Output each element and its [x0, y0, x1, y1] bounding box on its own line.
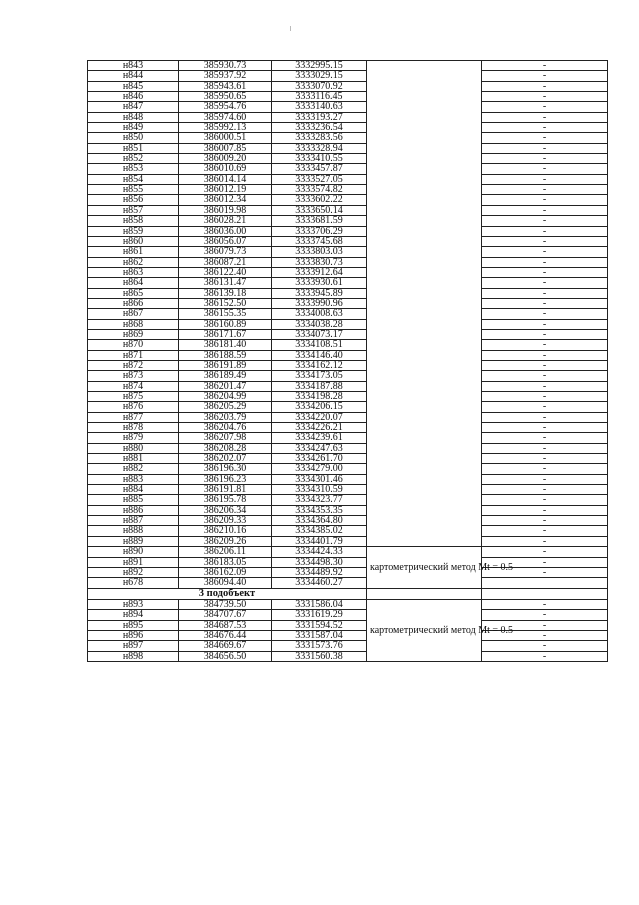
method-cell: картометрический метод Mt = 0.5	[367, 600, 482, 662]
y-coordinate-cell: 3334247.63	[272, 443, 367, 453]
y-coordinate-cell: 3333574.82	[272, 185, 367, 195]
table-row	[88, 309, 608, 319]
point-id-cell: н856	[88, 195, 179, 205]
table-row	[88, 185, 608, 195]
y-coordinate-cell: 3333527.05	[272, 174, 367, 184]
table-row	[88, 267, 608, 277]
y-coordinate-cell: 3334460.27	[272, 578, 367, 588]
error-cell: -	[482, 174, 608, 184]
y-coordinate-cell: 3334239.61	[272, 433, 367, 443]
error-cell: -	[482, 620, 608, 630]
point-id-cell: н865	[88, 288, 179, 298]
error-cell: -	[482, 329, 608, 339]
x-coordinate-cell: 384669.67	[179, 641, 272, 651]
table-row	[88, 123, 608, 133]
table-row	[88, 651, 608, 661]
error-cell: -	[482, 309, 608, 319]
y-coordinate-cell: 3334146.40	[272, 350, 367, 360]
error-cell: -	[482, 392, 608, 402]
y-coordinate-cell: 3333912.64	[272, 267, 367, 277]
point-id-cell: н843	[88, 61, 179, 71]
y-coordinate-cell: 3334424.33	[272, 547, 367, 557]
table-row	[88, 620, 608, 630]
x-coordinate-cell: 386012.34	[179, 195, 272, 205]
x-coordinate-cell: 386028.21	[179, 216, 272, 226]
y-coordinate-cell: 3331619.29	[272, 610, 367, 620]
error-cell: -	[482, 651, 608, 661]
point-id-cell: н844	[88, 71, 179, 81]
y-coordinate-cell: 3334038.28	[272, 319, 367, 329]
point-id-cell: н862	[88, 257, 179, 267]
error-cell: -	[482, 526, 608, 536]
error-cell: -	[482, 423, 608, 433]
x-coordinate-cell: 386036.00	[179, 226, 272, 236]
point-id-cell: н894	[88, 610, 179, 620]
page-scan-mark	[290, 26, 291, 31]
table-row	[88, 505, 608, 515]
table-row	[88, 433, 608, 443]
y-coordinate-cell: 3333650.14	[272, 205, 367, 215]
x-coordinate-cell: 386009.20	[179, 154, 272, 164]
error-cell: -	[482, 443, 608, 453]
y-coordinate-cell: 3333706.29	[272, 226, 367, 236]
method-cell: картометрический метод Mt = 0.5	[367, 547, 482, 588]
error-cell: -	[482, 298, 608, 308]
y-coordinate-cell: 3333990.96	[272, 298, 367, 308]
point-id-cell: н854	[88, 174, 179, 184]
point-id-cell: н897	[88, 641, 179, 651]
table-row	[88, 443, 608, 453]
point-id-cell: н886	[88, 505, 179, 515]
table-row	[88, 485, 608, 495]
error-cell: -	[482, 631, 608, 641]
y-coordinate-cell: 3331586.04	[272, 600, 367, 610]
x-coordinate-cell: 386196.30	[179, 464, 272, 474]
x-coordinate-cell: 385974.60	[179, 112, 272, 122]
point-id-cell: н848	[88, 112, 179, 122]
error-cell: -	[482, 247, 608, 257]
error-cell: -	[482, 288, 608, 298]
table-row	[88, 143, 608, 153]
table-row	[88, 474, 608, 484]
point-id-cell: н873	[88, 371, 179, 381]
point-id-cell: н888	[88, 526, 179, 536]
point-id-cell: н883	[88, 474, 179, 484]
x-coordinate-cell: 386155.35	[179, 309, 272, 319]
y-coordinate-cell: 3333602.22	[272, 195, 367, 205]
x-coordinate-cell: 386191.89	[179, 360, 272, 370]
point-id-cell: н872	[88, 360, 179, 370]
x-coordinate-cell: 386000.51	[179, 133, 272, 143]
table-row	[88, 226, 608, 236]
y-coordinate-cell: 3333236.54	[272, 123, 367, 133]
y-coordinate-cell: 3333328.94	[272, 143, 367, 153]
error-cell: -	[482, 485, 608, 495]
table-row	[88, 557, 608, 567]
x-coordinate-cell: 384707.67	[179, 610, 272, 620]
error-cell: -	[482, 547, 608, 557]
table-row	[88, 536, 608, 546]
error-cell: -	[482, 185, 608, 195]
y-coordinate-cell: 3333945.89	[272, 288, 367, 298]
x-coordinate-cell: 386205.29	[179, 402, 272, 412]
point-id-cell: н881	[88, 454, 179, 464]
x-coordinate-cell: 386171.67	[179, 329, 272, 339]
error-cell: -	[482, 536, 608, 546]
y-coordinate-cell: 3334489.92	[272, 567, 367, 577]
x-coordinate-cell: 385950.65	[179, 92, 272, 102]
error-cell: -	[482, 164, 608, 174]
error-cell: -	[482, 216, 608, 226]
error-cell: -	[482, 133, 608, 143]
x-coordinate-cell: 386131.47	[179, 278, 272, 288]
x-coordinate-cell: 386196.23	[179, 474, 272, 484]
point-id-cell: н850	[88, 133, 179, 143]
error-cell: -	[482, 81, 608, 91]
point-id-cell: н876	[88, 402, 179, 412]
y-coordinate-cell: 3334385.02	[272, 526, 367, 536]
point-id-cell: н859	[88, 226, 179, 236]
point-id-cell: н869	[88, 329, 179, 339]
point-id-cell: н858	[88, 216, 179, 226]
table-row	[88, 164, 608, 174]
error-cell: -	[482, 641, 608, 651]
x-coordinate-cell: 386210.16	[179, 526, 272, 536]
y-coordinate-cell: 3331560.38	[272, 651, 367, 661]
x-coordinate-cell: 386014.14	[179, 174, 272, 184]
table-row	[88, 631, 608, 641]
y-coordinate-cell: 3331573.76	[272, 641, 367, 651]
error-cell: -	[482, 92, 608, 102]
x-coordinate-cell: 386087.21	[179, 257, 272, 267]
y-coordinate-cell: 3333803.03	[272, 247, 367, 257]
point-id-cell: н875	[88, 392, 179, 402]
point-id-cell: н892	[88, 567, 179, 577]
table-row	[88, 257, 608, 267]
y-coordinate-cell: 3331594.52	[272, 620, 367, 630]
point-id-cell: н874	[88, 381, 179, 391]
point-id-cell: н845	[88, 81, 179, 91]
table-row	[88, 381, 608, 391]
y-coordinate-cell: 3333745.68	[272, 236, 367, 246]
table-row	[88, 174, 608, 184]
table-row	[88, 412, 608, 422]
error-cell: -	[482, 205, 608, 215]
x-coordinate-cell: 386010.69	[179, 164, 272, 174]
error-cell: -	[482, 600, 608, 610]
table-row	[88, 454, 608, 464]
error-cell: -	[482, 278, 608, 288]
table-row	[88, 360, 608, 370]
error-cell: -	[482, 495, 608, 505]
table-row	[88, 423, 608, 433]
x-coordinate-cell: 386195.78	[179, 495, 272, 505]
y-coordinate-cell: 3333410.55	[272, 154, 367, 164]
y-coordinate-cell: 3334261.70	[272, 454, 367, 464]
error-cell: -	[482, 474, 608, 484]
error-cell: -	[482, 61, 608, 71]
table-row	[88, 102, 608, 112]
point-id-cell: н852	[88, 154, 179, 164]
point-id-cell: н847	[88, 102, 179, 112]
table-row	[88, 92, 608, 102]
x-coordinate-cell: 386203.79	[179, 412, 272, 422]
x-coordinate-cell: 384656.50	[179, 651, 272, 661]
point-id-cell: н867	[88, 309, 179, 319]
error-cell: -	[482, 360, 608, 370]
y-coordinate-cell: 3334353.35	[272, 505, 367, 515]
table-row	[88, 578, 608, 588]
point-id-cell: н879	[88, 433, 179, 443]
error-cell: -	[482, 102, 608, 112]
point-id-cell: н678	[88, 578, 179, 588]
error-cell: -	[482, 195, 608, 205]
error-cell: -	[482, 412, 608, 422]
table-row	[88, 216, 608, 226]
table-row	[88, 278, 608, 288]
y-coordinate-cell: 3331587.04	[272, 631, 367, 641]
y-coordinate-cell: 3333283.56	[272, 133, 367, 143]
x-coordinate-cell: 386204.76	[179, 423, 272, 433]
table-row	[88, 464, 608, 474]
x-coordinate-cell: 385992.13	[179, 123, 272, 133]
point-id-cell: н895	[88, 620, 179, 630]
x-coordinate-cell: 386188.59	[179, 350, 272, 360]
y-coordinate-cell: 3333140.63	[272, 102, 367, 112]
table-row	[88, 112, 608, 122]
y-coordinate-cell: 3334323.77	[272, 495, 367, 505]
error-cell: -	[482, 464, 608, 474]
point-id-cell: н870	[88, 340, 179, 350]
table-row	[88, 526, 608, 536]
table-row	[88, 547, 608, 557]
x-coordinate-cell: 386007.85	[179, 143, 272, 153]
point-id-cell: н891	[88, 557, 179, 567]
point-id-cell: н846	[88, 92, 179, 102]
error-cell	[482, 578, 608, 588]
y-coordinate-cell: 3334206.15	[272, 402, 367, 412]
x-coordinate-cell: 386209.26	[179, 536, 272, 546]
table-row	[88, 236, 608, 246]
section-blank	[367, 588, 482, 600]
x-coordinate-cell: 386162.09	[179, 567, 272, 577]
table-row	[88, 61, 608, 71]
table-row	[88, 195, 608, 205]
x-coordinate-cell: 386208.28	[179, 443, 272, 453]
y-coordinate-cell: 3334108.51	[272, 340, 367, 350]
table-row	[88, 319, 608, 329]
x-coordinate-cell: 386139.18	[179, 288, 272, 298]
table-row	[88, 71, 608, 81]
table-row	[88, 205, 608, 215]
x-coordinate-cell: 386012.19	[179, 185, 272, 195]
y-coordinate-cell: 3333070.92	[272, 81, 367, 91]
point-id-cell: н882	[88, 464, 179, 474]
x-coordinate-cell: 385930.73	[179, 61, 272, 71]
coordinates-table-body	[88, 61, 608, 662]
y-coordinate-cell: 3334162.12	[272, 360, 367, 370]
error-cell: -	[482, 154, 608, 164]
x-coordinate-cell: 386201.47	[179, 381, 272, 391]
table-row	[88, 133, 608, 143]
section-title: 3 подобъект	[88, 588, 367, 600]
x-coordinate-cell: 386207.98	[179, 433, 272, 443]
point-id-cell: н863	[88, 267, 179, 277]
error-cell: -	[482, 505, 608, 515]
x-coordinate-cell: 386019.98	[179, 205, 272, 215]
point-id-cell: н857	[88, 205, 179, 215]
error-cell: -	[482, 402, 608, 412]
point-id-cell: н864	[88, 278, 179, 288]
point-id-cell: н878	[88, 423, 179, 433]
y-coordinate-cell: 3333193.27	[272, 112, 367, 122]
error-cell: -	[482, 433, 608, 443]
y-coordinate-cell: 3333930.61	[272, 278, 367, 288]
x-coordinate-cell: 386189.49	[179, 371, 272, 381]
x-coordinate-cell: 384687.53	[179, 620, 272, 630]
error-cell: -	[482, 319, 608, 329]
x-coordinate-cell: 386094.40	[179, 578, 272, 588]
error-cell: -	[482, 381, 608, 391]
table-row	[88, 600, 608, 610]
x-coordinate-cell: 385954.76	[179, 102, 272, 112]
x-coordinate-cell: 386122.40	[179, 267, 272, 277]
error-cell: -	[482, 257, 608, 267]
error-cell: -	[482, 71, 608, 81]
table-row	[88, 298, 608, 308]
table-row	[88, 350, 608, 360]
x-coordinate-cell: 385937.92	[179, 71, 272, 81]
table-row	[88, 247, 608, 257]
x-coordinate-cell: 385943.61	[179, 81, 272, 91]
table-row	[88, 288, 608, 298]
x-coordinate-cell: 386206.34	[179, 505, 272, 515]
x-coordinate-cell: 384676.44	[179, 631, 272, 641]
y-coordinate-cell: 3334198.28	[272, 392, 367, 402]
y-coordinate-cell: 3333029.15	[272, 71, 367, 81]
y-coordinate-cell: 3334073.17	[272, 329, 367, 339]
y-coordinate-cell: 3334401.79	[272, 536, 367, 546]
x-coordinate-cell: 386202.07	[179, 454, 272, 464]
error-cell: -	[482, 350, 608, 360]
x-coordinate-cell: 386183.05	[179, 557, 272, 567]
table-row	[88, 567, 608, 577]
error-cell: -	[482, 226, 608, 236]
x-coordinate-cell: 386191.81	[179, 485, 272, 495]
y-coordinate-cell: 3334187.88	[272, 381, 367, 391]
point-id-cell: н896	[88, 631, 179, 641]
error-cell: -	[482, 143, 608, 153]
y-coordinate-cell: 3334226.21	[272, 423, 367, 433]
y-coordinate-cell: 3334173.05	[272, 371, 367, 381]
x-coordinate-cell: 386206.11	[179, 547, 272, 557]
error-cell: -	[482, 557, 608, 567]
table-row	[88, 495, 608, 505]
error-cell: -	[482, 267, 608, 277]
point-id-cell: н885	[88, 495, 179, 505]
point-id-cell: н893	[88, 600, 179, 610]
y-coordinate-cell: 3334364.80	[272, 516, 367, 526]
error-cell: -	[482, 516, 608, 526]
table-row	[88, 371, 608, 381]
error-cell: -	[482, 112, 608, 122]
x-coordinate-cell: 386204.99	[179, 392, 272, 402]
section-header-row	[88, 588, 608, 600]
x-coordinate-cell: 386152.50	[179, 298, 272, 308]
error-cell: -	[482, 236, 608, 246]
point-id-cell: н884	[88, 485, 179, 495]
x-coordinate-cell: 386181.40	[179, 340, 272, 350]
point-id-cell: н887	[88, 516, 179, 526]
y-coordinate-cell: 3334279.00	[272, 464, 367, 474]
x-coordinate-cell: 386160.89	[179, 319, 272, 329]
error-cell: -	[482, 454, 608, 464]
error-cell: -	[482, 340, 608, 350]
y-coordinate-cell: 3334301.46	[272, 474, 367, 484]
error-cell: -	[482, 567, 608, 577]
y-coordinate-cell: 3332995.15	[272, 61, 367, 71]
x-coordinate-cell: 386079.73	[179, 247, 272, 257]
y-coordinate-cell: 3334310.59	[272, 485, 367, 495]
y-coordinate-cell: 3334220.07	[272, 412, 367, 422]
y-coordinate-cell: 3334498.30	[272, 557, 367, 567]
y-coordinate-cell: 3334008.63	[272, 309, 367, 319]
point-id-cell: н889	[88, 536, 179, 546]
table-row	[88, 81, 608, 91]
y-coordinate-cell: 3333457.87	[272, 164, 367, 174]
point-id-cell: н898	[88, 651, 179, 661]
point-id-cell: н849	[88, 123, 179, 133]
table-row	[88, 610, 608, 620]
point-id-cell: н871	[88, 350, 179, 360]
y-coordinate-cell: 3333681.59	[272, 216, 367, 226]
coordinates-table	[87, 60, 608, 662]
table-row	[88, 340, 608, 350]
table-row	[88, 329, 608, 339]
table-row	[88, 392, 608, 402]
point-id-cell: н855	[88, 185, 179, 195]
x-coordinate-cell: 386056.07	[179, 236, 272, 246]
table-row	[88, 154, 608, 164]
section-blank	[482, 588, 608, 600]
table-row	[88, 516, 608, 526]
y-coordinate-cell: 3333830.73	[272, 257, 367, 267]
error-cell: -	[482, 123, 608, 133]
point-id-cell: н868	[88, 319, 179, 329]
y-coordinate-cell: 3333116.45	[272, 92, 367, 102]
x-coordinate-cell: 384739.50	[179, 600, 272, 610]
point-id-cell: н860	[88, 236, 179, 246]
point-id-cell: н853	[88, 164, 179, 174]
point-id-cell: н877	[88, 412, 179, 422]
x-coordinate-cell: 386209.33	[179, 516, 272, 526]
error-cell: -	[482, 610, 608, 620]
point-id-cell: н890	[88, 547, 179, 557]
table-row	[88, 641, 608, 651]
method-cell-empty	[367, 61, 482, 547]
point-id-cell: н866	[88, 298, 179, 308]
error-cell: -	[482, 371, 608, 381]
point-id-cell: н851	[88, 143, 179, 153]
point-id-cell: н880	[88, 443, 179, 453]
point-id-cell: н861	[88, 247, 179, 257]
table-row	[88, 402, 608, 412]
